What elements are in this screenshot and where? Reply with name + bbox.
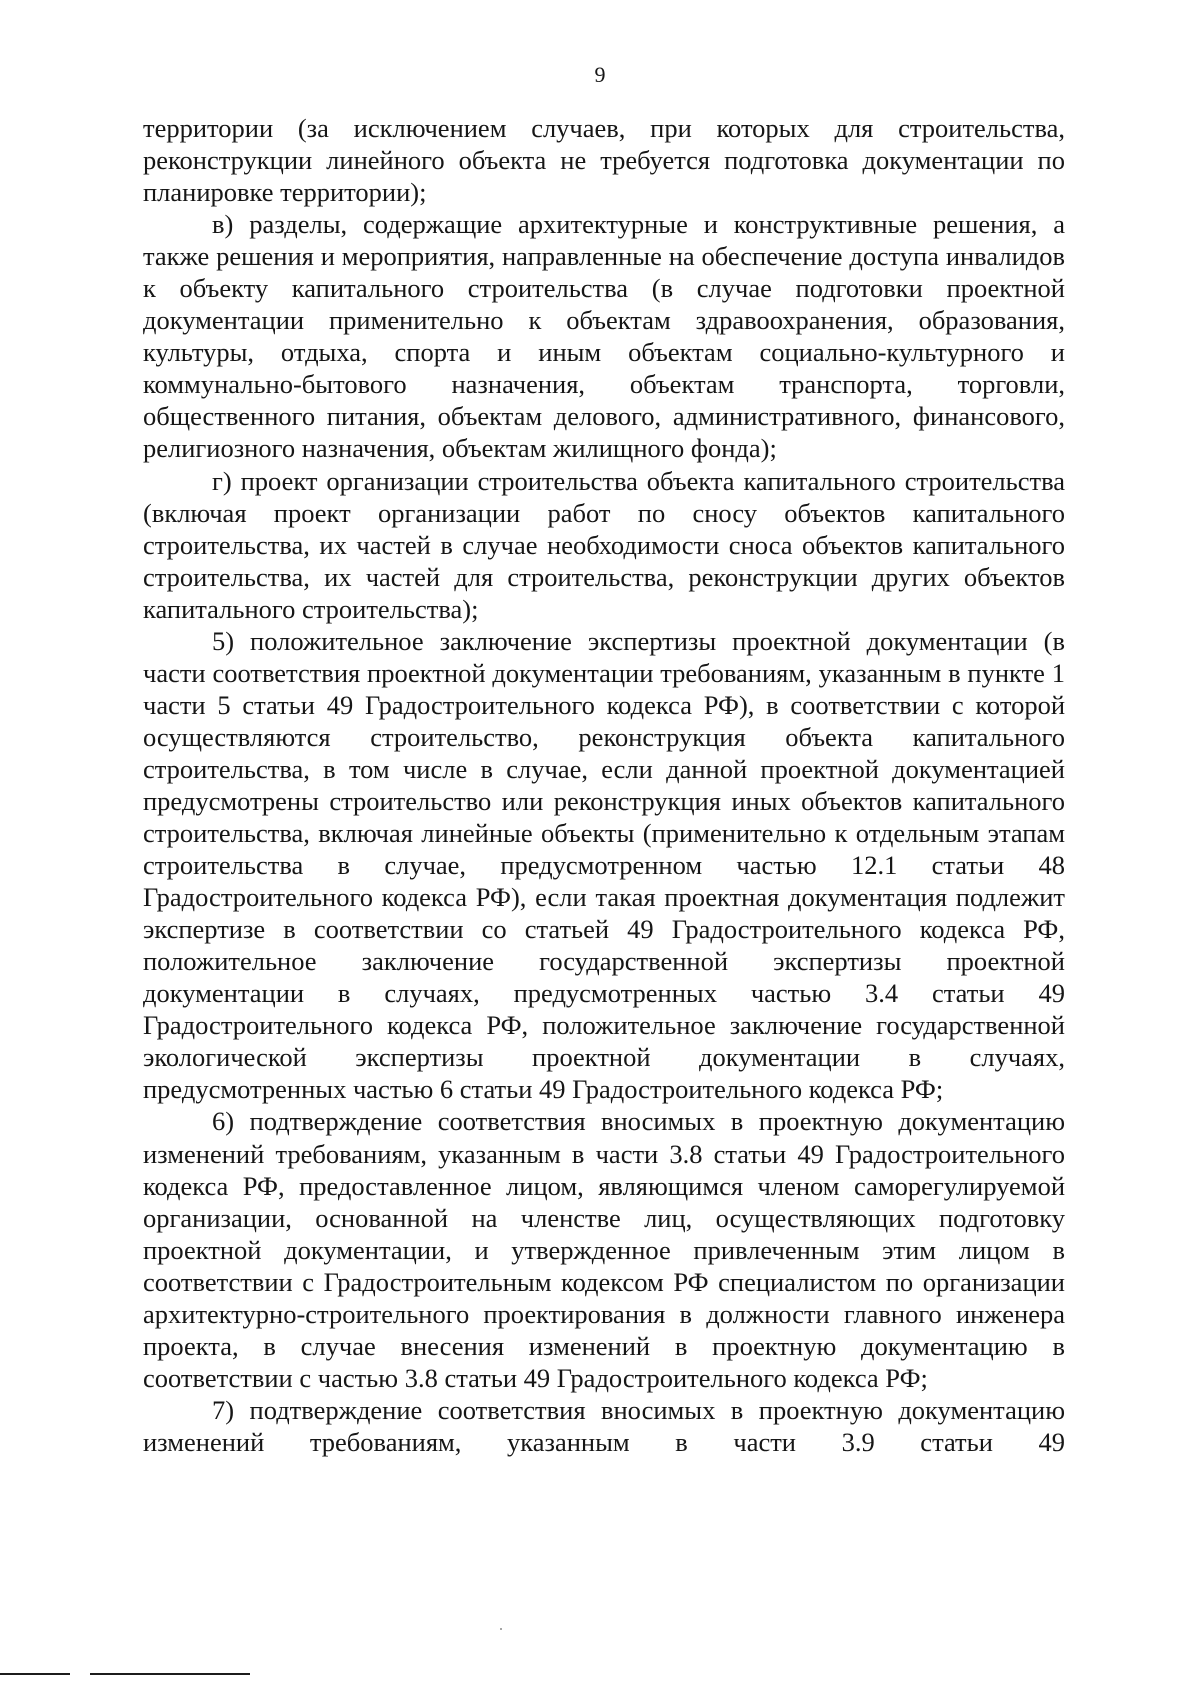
scan-edge-line-right — [90, 1673, 250, 1675]
scan-edge-line-left — [0, 1673, 70, 1675]
paragraph-item-6: 6) подтверждение соответствия вносимых в проектную документацию изменений требованиям, указанным в части 3.8 статьи 49 Градостроительного кодекса РФ, предоставленное лицом, являющимся членом саморегулируемой организации, основанной на членстве лиц, осуществляющих подготовку проектной документации, и утвержденное привлеченным этим лицом в соответствии с Градостроительным кодексом РФ специалистом по организации архитектурно-строительного проектирования в должности главного инженера проекта, в случае внесения изменений в проектную документацию в соответствии с частью 3.8 статьи 49 Градостроительного кодекса РФ; — [143, 1106, 1065, 1393]
paragraph-item-v: в) разделы, содержащие архитектурные и конструктивные решения, а также решения и мероприятия, направленные на обеспечение доступа инвалидов к объекту капитального строительства (в случае подготовки проектной документации применительно к объектам здравоохранения, образования, культуры, отдыха, спорта и иным объектам социально-культурного и коммунально-бытового назначения, объектам транспорта, торговли, общественного питания, объектам делового, административного, финансового, религиозного назначения, объектам жилищного фонда); — [143, 209, 1065, 464]
paragraph-item-5: 5) положительное заключение экспертизы проектной документации (в части соответствия проектной документации требованиям, указанным в пункте 1 части 5 статьи 49 Градостроительного кодекса РФ), в соответствии с которой осуществляются строительство, реконструкция объекта капитального строительства, в том числе в случае, если данной проектной документацией предусмотрены строительство или реконструкция иных объектов капитального строительства, включая линейные объекты (применительно к отдельным этапам строительства в случае, предусмотренном частью 12.1 статьи 48 Градостроительного кодекса РФ), если такая проектная документация подлежит экспертизе в соответствии со статьей 49 Градостроительного кодекса РФ, положительное заключение государственной экспертизы проектной документации в случаях, предусмотренных частью 3.4 статьи 49 Градостроительного кодекса РФ, положительное заключение государственной экологической экспертизы проектной документации в случаях, предусмотренных частью 6 статьи 49 Градостроительного кодекса РФ; — [143, 625, 1065, 1105]
paragraph-item-7: 7) подтверждение соответствия вносимых в проектную документацию изменений требованиям, указанным в части 3.9 статьи 49 — [143, 1394, 1065, 1457]
page-number: 9 — [594, 62, 606, 87]
paragraph-territory-continuation: территории (за исключением случаев, при которых для строительства, реконструкции линейного объекта не требуется подготовка документации по планировке территории); — [143, 113, 1065, 208]
scan-speck — [500, 1628, 502, 1630]
paragraph-item-g: г) проект организации строительства объекта капитального строительства (включая проект организации работ по сносу объектов капитального строительства, их частей в случае необходимости сноса объектов капитального строительства, их частей для строительства, реконструкции других объектов капитального строительства); — [143, 465, 1065, 624]
document-body — [143, 112, 1065, 1458]
